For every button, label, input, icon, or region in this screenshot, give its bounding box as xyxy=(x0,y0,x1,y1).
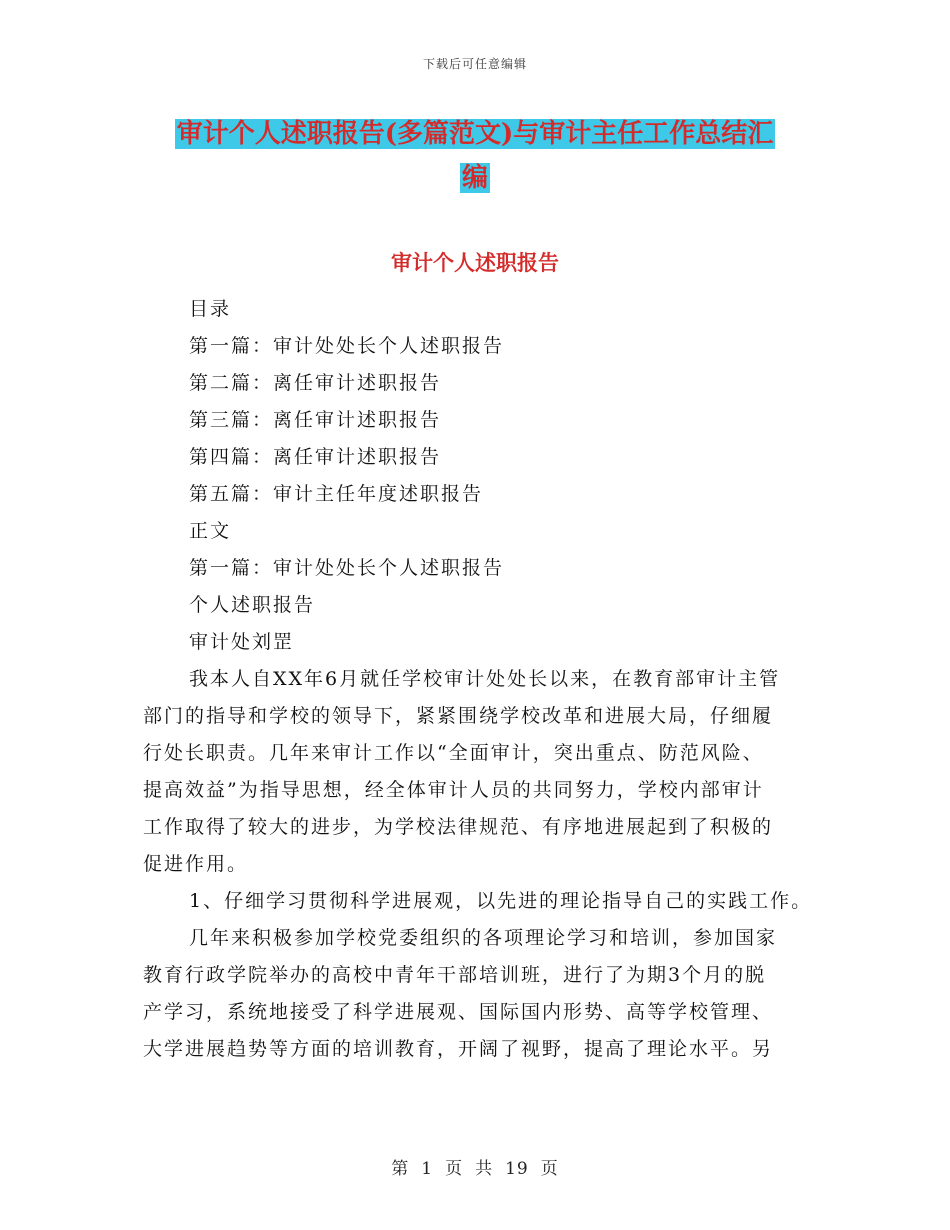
paragraph-line: 提高效益”为指导思想，经全体审计人员的共同努力，学校内部审计 xyxy=(143,779,764,801)
toc-item: 第四篇：离任审计述职报告 xyxy=(189,446,442,468)
toc-item: 第二篇：离任审计述职报告 xyxy=(189,372,442,394)
chapter-title: 第一篇：审计处处长个人述职报告 xyxy=(189,557,505,579)
header-note: 下载后可任意编辑 xyxy=(422,57,527,71)
paragraph-line: 部门的指导和学校的领导下，紧紧围绕学校改革和进展大局，仔细履 xyxy=(143,705,774,727)
document-body xyxy=(143,291,833,1068)
paragraph-line: 1、仔细学习贯彻科学进展观，以先进的理论指导自己的实践工作。 xyxy=(189,890,813,912)
toc-item: 第三篇：离任审计述职报告 xyxy=(189,409,442,431)
report-subtitle: 个人述职报告 xyxy=(189,594,316,616)
paragraph-line: 产学习，系统地接受了科学进展观、国际国内形势、高等学校管理、 xyxy=(143,1001,774,1023)
footer-prefix: 第 xyxy=(391,1159,410,1179)
footer-suffix: 页 xyxy=(540,1159,559,1179)
footer-mid: 页 xyxy=(445,1159,464,1179)
paragraph-line: 工作取得了较大的进步，为学校法律规范、有序地进展起到了积极的 xyxy=(143,816,774,838)
document-title-line-2: 编 xyxy=(461,163,488,193)
page-footer xyxy=(0,1154,950,1179)
current-page-number: 1 xyxy=(421,1159,434,1179)
paragraph-line: 大学进展趋势等方面的培训教育，开阔了视野，提高了理论水平。另 xyxy=(143,1038,774,1060)
total-page-count: 19 xyxy=(505,1159,529,1179)
paragraph-line: 我本人自XX年6月就任学校审计处处长以来，在教育部审计主管 xyxy=(189,668,781,690)
toc-item: 第五篇：审计主任年度述职报告 xyxy=(189,483,484,505)
section-title: 审计个人述职报告 xyxy=(391,250,559,275)
paragraph-line: 促进作用。 xyxy=(143,853,249,875)
paragraph-line: 行处长职责。几年来审计工作以“全面审计，突出重点、防范风险、 xyxy=(143,742,764,764)
toc-item: 第一篇：审计处处长个人述职报告 xyxy=(189,335,505,357)
document-title xyxy=(0,112,950,200)
body-heading: 正文 xyxy=(189,520,232,542)
paragraph-line: 几年来积极参加学校党委组织的各项理论学习和培训，参加国家 xyxy=(189,927,778,949)
paragraph-line: 教育行政学院举办的高校中青年干部培训班，进行了为期3个月的脱 xyxy=(143,964,767,986)
report-author: 审计处刘罡 xyxy=(189,631,295,653)
footer-total-prefix: 共 xyxy=(475,1159,494,1179)
document-title-line-1: 审计个人述职报告(多篇范文)与审计主任工作总结汇 xyxy=(176,119,774,149)
toc-heading: 目录 xyxy=(189,298,232,320)
